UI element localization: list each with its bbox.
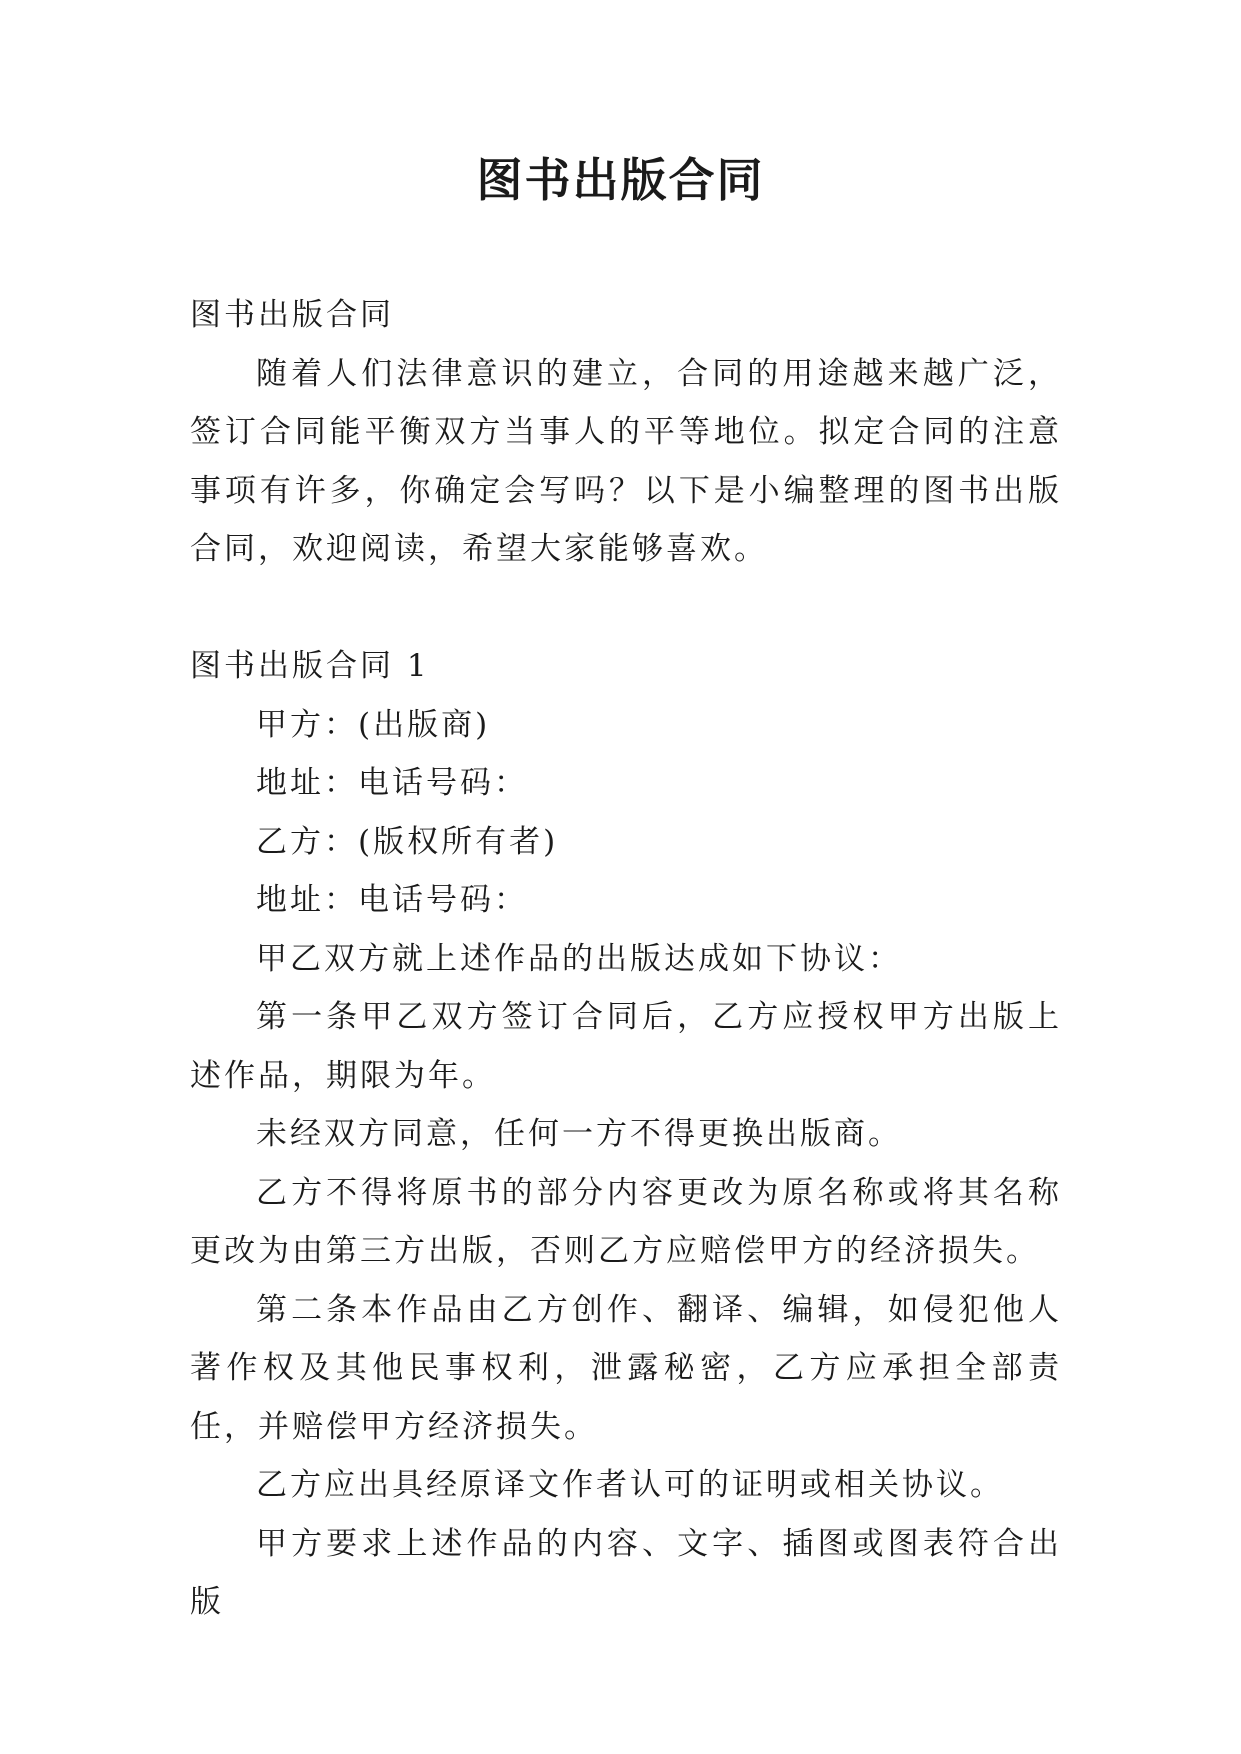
party-a-line: 甲方：(出版商) xyxy=(256,706,491,743)
party-a-address-line: 地址：电话号码： xyxy=(256,765,528,801)
agreement-intro: 甲乙双方就上述作品的出版达成如下协议： xyxy=(256,940,902,977)
certificate-paragraph: 乙方应出具经原译文作者认可的证明或相关协议。 xyxy=(256,1467,1004,1503)
content-requirement-paragraph: 甲方要求上述作品的内容、文字、插图或图表符合出版 xyxy=(190,1525,1062,1620)
party-b-address-line: 地址：电话号码： xyxy=(256,882,528,918)
publisher-change-paragraph: 未经双方同意，任何一方不得更换出版商。 xyxy=(256,1116,902,1152)
subheading: 图书出版合同 xyxy=(190,297,394,333)
document-body xyxy=(190,286,1062,1632)
document-title: 图书出版合同 xyxy=(476,153,765,207)
section-heading: 图书出版合同 1 xyxy=(190,648,430,684)
intro-paragraph: 随着人们法律意识的建立，合同的用途越来越广泛，签订合同能平衡双方当事人的平等地位。拟定合同的注意事项有许多，你确定会写吗？以下是小编整理的图书出版合同，欢迎阅读，希望大家能够喜欢。 xyxy=(190,355,1062,567)
party-b-line: 乙方：(版权所有者) xyxy=(256,823,559,860)
section-spacer xyxy=(190,579,1062,638)
renaming-paragraph: 乙方不得将原书的部分内容更改为原名称或将其名称更改为由第三方出版，否则乙方应赔偿甲方的经济损失。 xyxy=(190,1174,1062,1269)
article-1-paragraph: 第一条甲乙双方签订合同后，乙方应授权甲方出版上述作品，期限为年。 xyxy=(190,999,1062,1094)
article-2-paragraph: 第二条本作品由乙方创作、翻译、编辑，如侵犯他人著作权及其他民事权利，泄露秘密，乙方应承担全部责任，并赔偿甲方经济损失。 xyxy=(190,1291,1062,1445)
